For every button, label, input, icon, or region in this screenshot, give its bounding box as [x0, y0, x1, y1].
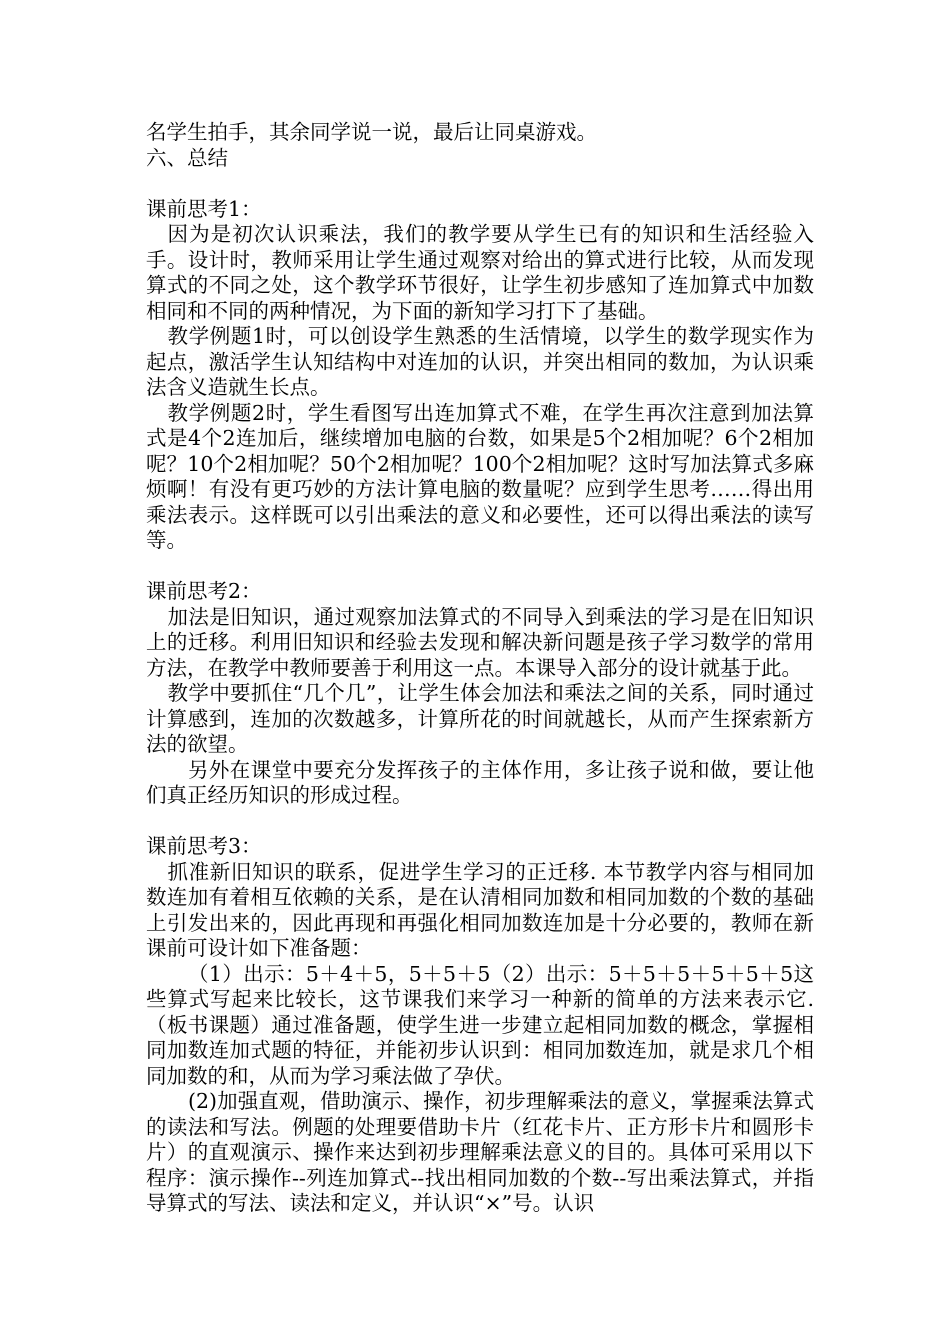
blank-line — [146, 809, 814, 835]
document-body — [146, 120, 814, 1217]
thought3-heading: 课前思考3： — [146, 834, 262, 858]
section-six-heading: 六、总结 — [146, 145, 228, 170]
thought3-paragraph-3: (2)加强直观，借助演示、操作，初步理解乘法的意义，掌握乘法算式的读法和写法。例题的处理要借助卡片（红花卡片、正方形卡片和圆形卡片）的直观演示、操作来达到初步理解乘法意义的目的。具体可采用以下程序：演示操作--列连加算式--找出相同加数的个数--写出乘法算式，并指导算式的写法、读法和定义，并认识“×”号。认识 — [146, 1089, 814, 1215]
thought1-heading: 课前思考1： — [146, 196, 262, 221]
thought3-paragraph-2: （1）出示：5＋4＋5，5＋5＋5（2）出示：5＋5＋5＋5＋5＋5这些算式写起来比较长，这节课我们来学习一种新的简单的方法来表示它.（板书课题）通过准备题，使学生进一步建立起相同加数的概念，掌握相同加数连加式题的特征，并能初步认识到：相同加数连加，就是求几个相同加数的和，从而为学习乘法做了孕伏。 — [146, 961, 814, 1088]
thought2-paragraph-2: 教学中要抓住“几个几”，让学生体会加法和乘法之间的关系，同时通过计算感到，连加的次数越多，计算所花的时间就越长，从而产生探索新方法的欲望。 — [146, 681, 814, 756]
thought2-paragraph-1: 加法是旧知识，通过观察加法算式的不同导入到乘法的学习是在旧知识上的迁移。利用旧知识和经验去发现和解决新问题是孩子学习数学的常用方法，在教学中教师要善于利用这一点。本课导入部分的设计就基于此。 — [146, 604, 814, 680]
blank-line — [146, 171, 814, 197]
intro-line: 名学生拍手，其余同学说一说，最后让同桌游戏。 — [146, 120, 597, 144]
blank-line — [146, 554, 814, 580]
thought1-paragraph-3: 教学例题2时，学生看图写出连加算式不难，在学生再次注意到加法算式是4个2连加后，继续增加电脑的台数，如果是5个2相加呢？6个2相加呢？10个2相加呢？50个2相加呢？100个2相加呢？这时写加法算式多麻烦啊！有没有更巧妙的方法计算电脑的数量呢？应到学生思考……得出用乘法表示。这样既可以引出乘法的意义和必要性，还可以得出乘法的读写等。 — [146, 400, 814, 552]
thought2-paragraph-3: 另外在课堂中要充分发挥孩子的主体作用，多让孩子说和做，要让他们真正经历知识的形成过程。 — [146, 757, 814, 807]
thought1-paragraph-2: 教学例题1时，可以创设学生熟悉的生活情境，以学生的数学现实作为起点，激活学生认知结构中对连加的认识，并突出相同的数加，为认识乘法含义造就生长点。 — [146, 324, 814, 399]
thought2-heading: 课前思考2： — [146, 579, 262, 603]
thought1-paragraph-1: 因为是初次认识乘法，我们的教学要从学生已有的知识和生活经验入手。设计时，教师采用让学生通过观察对给出的算式进行比较，从而发现算式的不同之处，这个教学环节很好，让学生初步感知了连加算式中加数相同和不同的两种情况，为下面的新知学习打下了基础。 — [146, 222, 814, 323]
thought3-paragraph-1: 抓准新旧知识的联系，促进学生学习的正迁移. 本节教学内容与相同加数连加有着相互依赖的关系，是在认清相同加数和相同加数的个数的基础上引发出来的，因此再现和再强化相同加数连加是十分必要的，教师在新课前可设计如下准备题： — [146, 859, 814, 960]
